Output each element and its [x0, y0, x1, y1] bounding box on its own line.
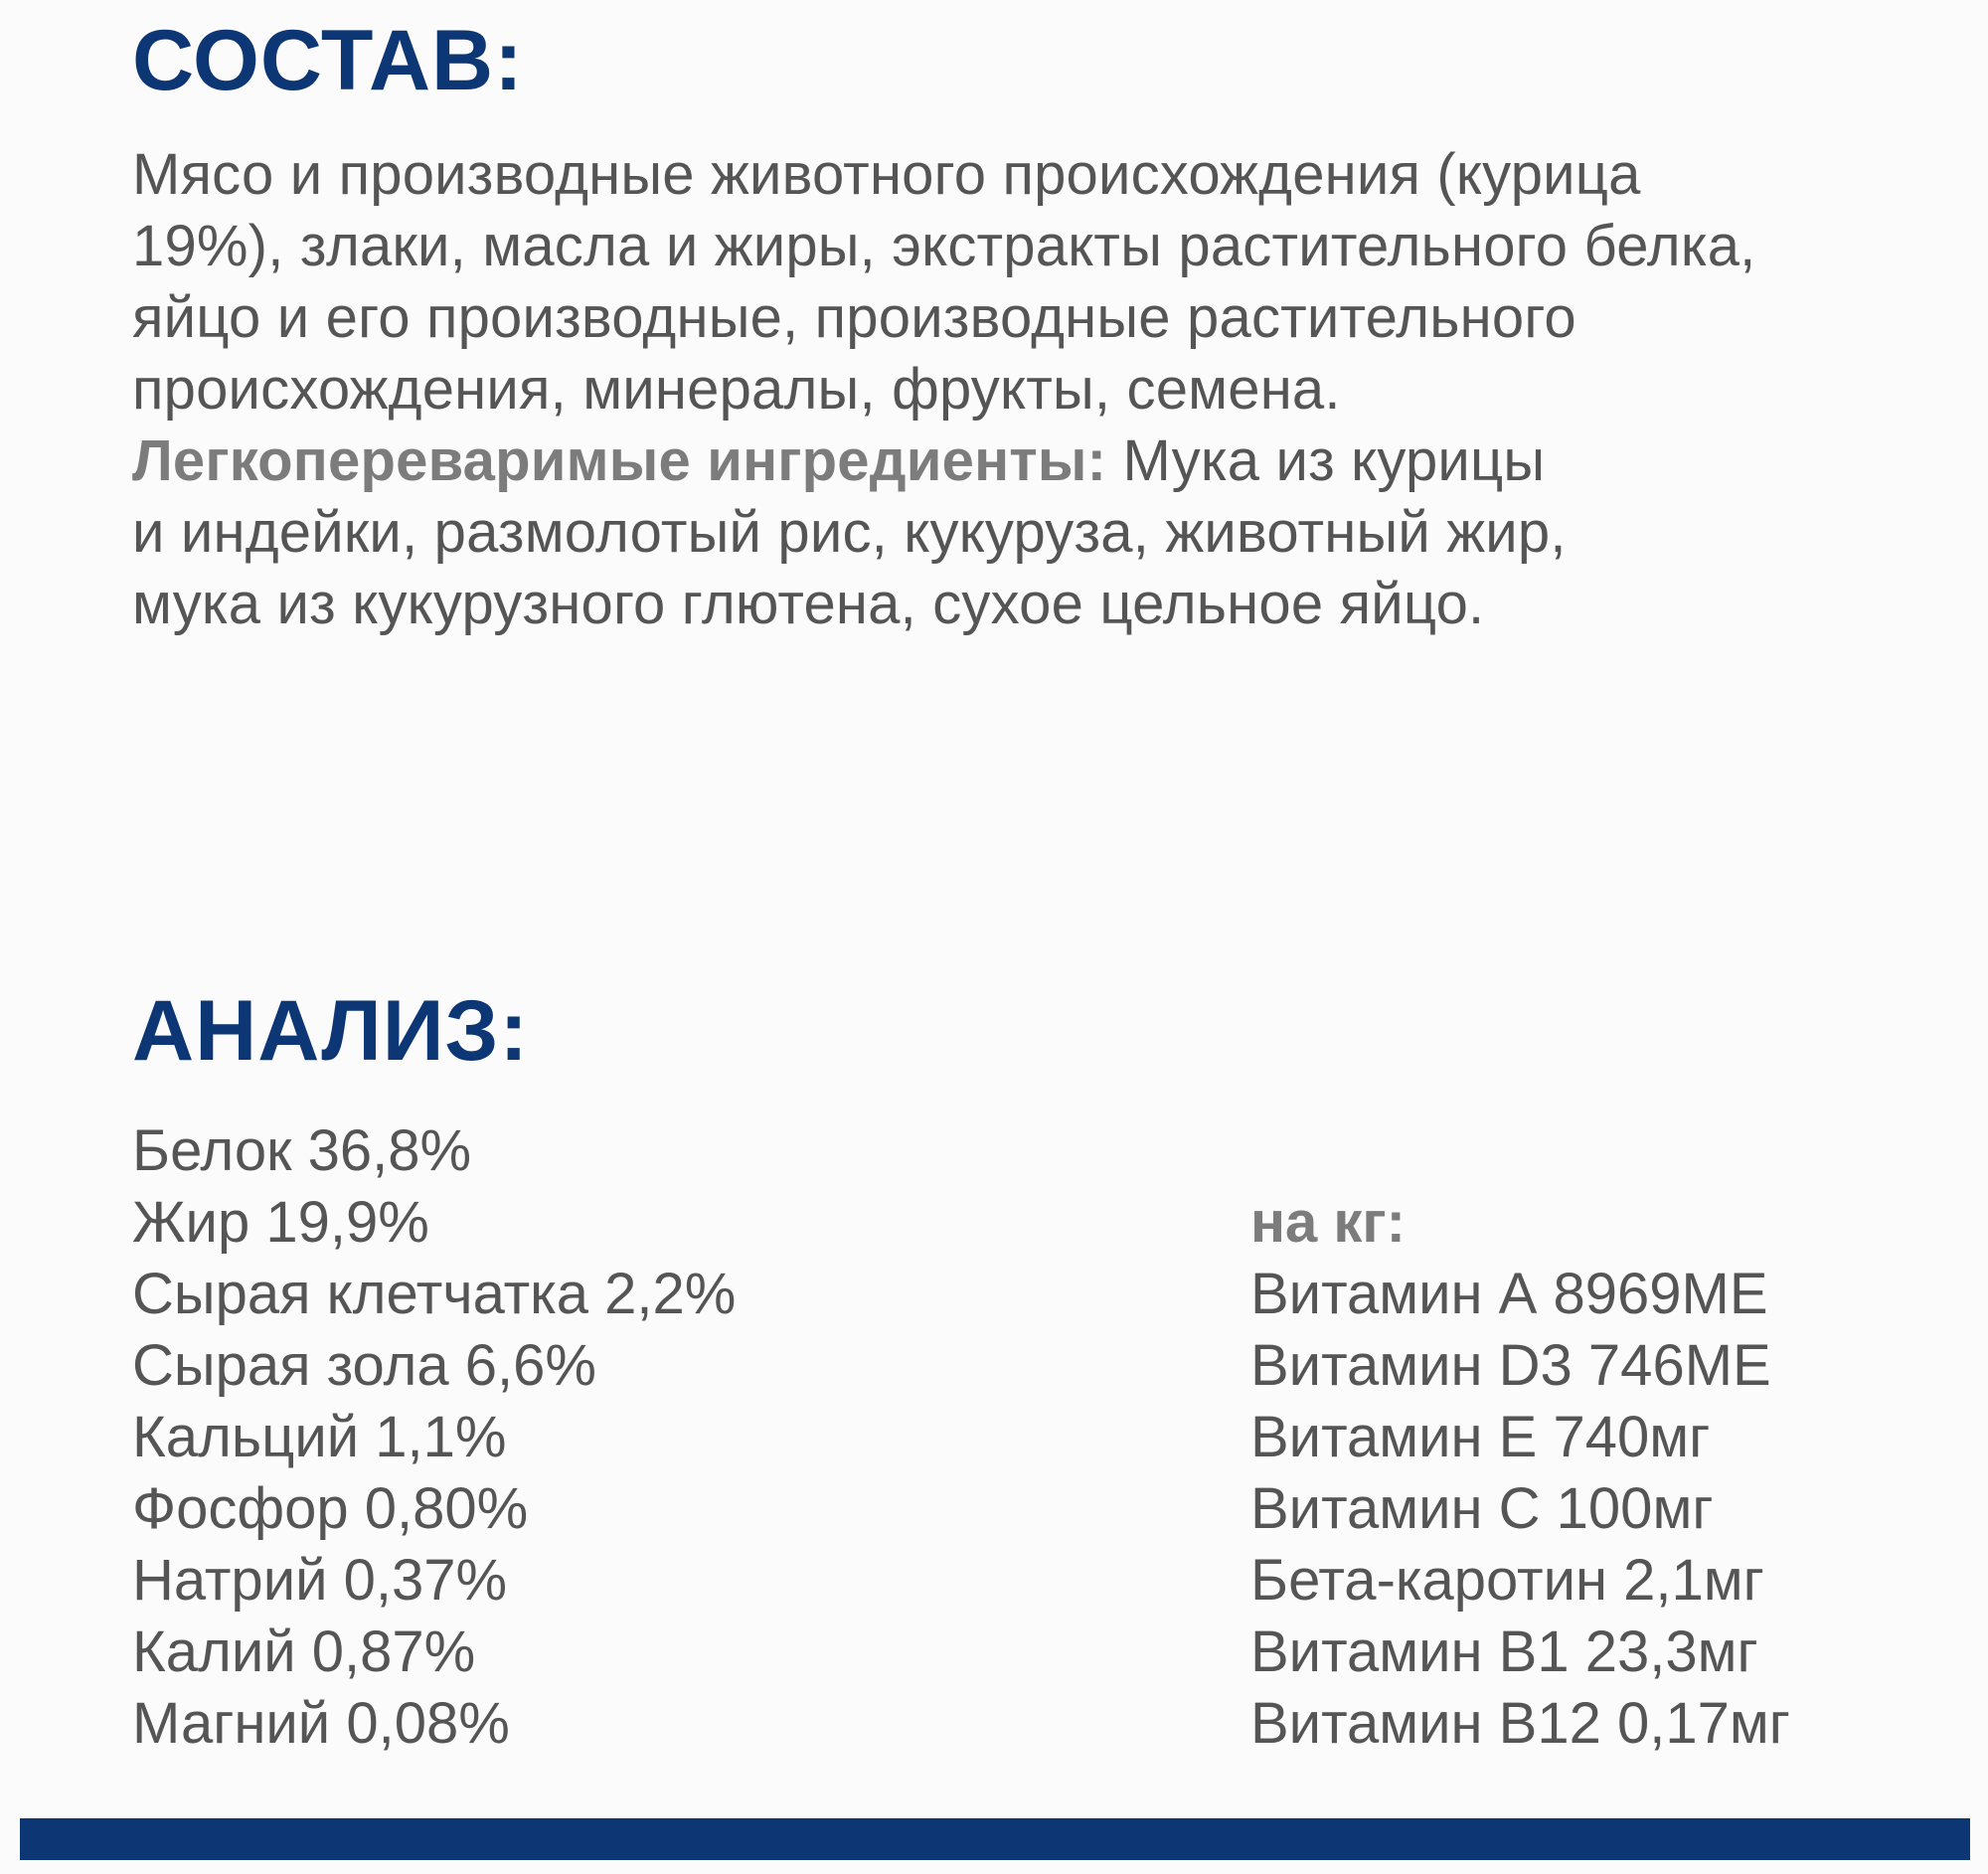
analysis-item: Кальций 1,1% — [132, 1405, 507, 1469]
per-kg-label: на кг: — [1250, 1190, 1406, 1255]
vitamin-item: Витамин В1 23,3мг — [1250, 1619, 1758, 1684]
analysis-item: Сырая клетчатка 2,2% — [132, 1262, 737, 1326]
composition-text — [132, 139, 1941, 640]
analysis-item: Сырая зола 6,6% — [132, 1333, 596, 1398]
composition-line: яйцо и его производные, производные растительного — [132, 285, 1576, 350]
vitamins-list — [1250, 1187, 1790, 1760]
composition-line: 19%), злаки, масла и жиры, экстракты растительного белка, — [132, 214, 1756, 278]
composition-line: Мясо и производные животного происхождения (курица — [132, 142, 1641, 207]
analysis-item: Белок 36,8% — [132, 1118, 472, 1183]
analysis-item: Жир 19,9% — [132, 1190, 429, 1255]
digestible-line — [132, 426, 1941, 497]
analysis-item: Калий 0,87% — [132, 1619, 476, 1684]
vitamin-item: Бета-каротин 2,1мг — [1250, 1548, 1764, 1613]
vitamin-item: Витамин Е 740мг — [1250, 1405, 1711, 1469]
composition-line: происхождения, минералы, фрукты, семена. — [132, 357, 1341, 422]
analysis-heading: АНАЛИЗ: — [132, 983, 530, 1079]
composition-line: и индейки, размолотый рис, кукуруза, животный жир, — [132, 500, 1567, 565]
vitamin-item: Витамин В12 0,17мг — [1250, 1691, 1790, 1756]
analysis-item: Магний 0,08% — [132, 1691, 510, 1756]
analysis-item: Натрий 0,37% — [132, 1548, 508, 1613]
analysis-item: Фосфор 0,80% — [132, 1476, 529, 1541]
digestible-ingredients-label: Легкопереваримые ингредиенты: — [132, 428, 1107, 493]
bottom-bar — [20, 1818, 1970, 1860]
analysis-list — [132, 1115, 736, 1760]
vitamin-item: Витамин С 100мг — [1250, 1476, 1714, 1541]
composition-line: мука из кукурузного глютена, сухое цельное яйцо. — [132, 572, 1485, 636]
vitamin-item: Витамин D3 746МЕ — [1250, 1333, 1771, 1398]
vitamin-item: Витамин А 8969МЕ — [1250, 1262, 1768, 1326]
composition-heading: СОСТАВ: — [132, 13, 524, 108]
digestible-ingredients-text: Мука из курицы — [1106, 428, 1546, 493]
